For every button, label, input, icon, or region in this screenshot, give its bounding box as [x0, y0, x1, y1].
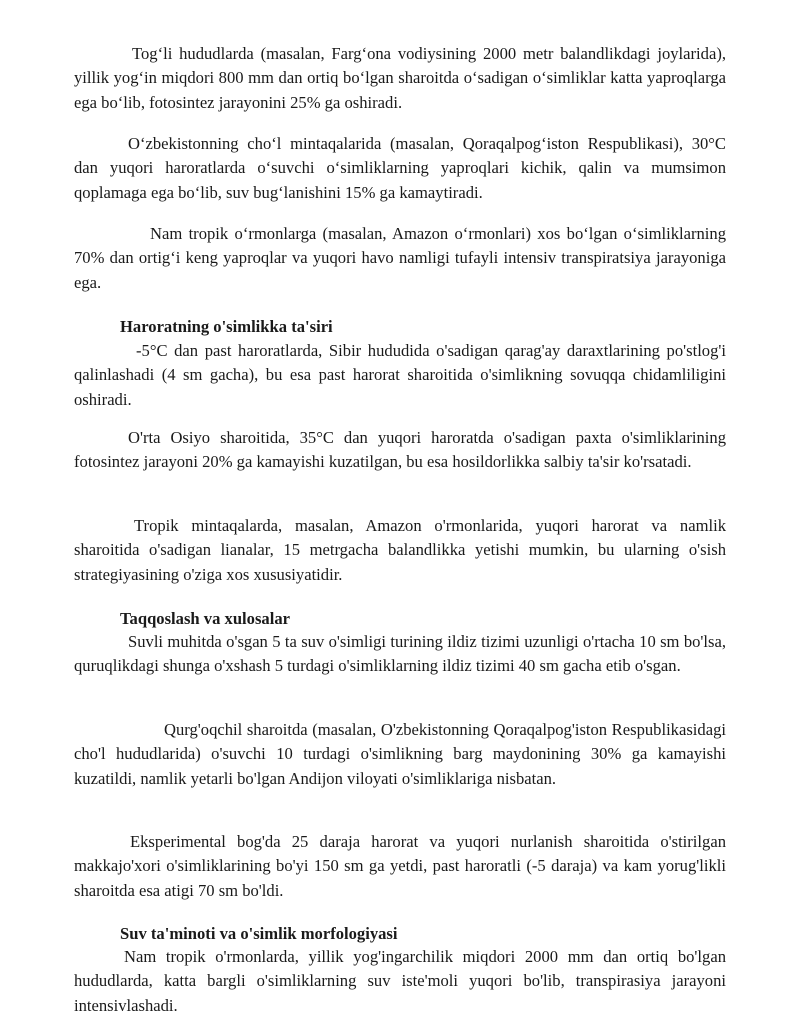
paragraph-experimental-corn: Eksperimental bog'da 25 daraja harorat va yuqori nurlanish sharoitida o'stirilgan makkajo'xori o'simliklarining bo'yi 150 sm ga yetdi, past haroratli (-5 daraja) va kam yorug'likli sharoitda esa atigi 70 sm bo'ldi. [74, 832, 726, 900]
paragraph-tropical-forests: Nam tropik o‘rmonlarga (masalan, Amazon o‘rmonlari) xos bo‘lgan o‘simliklarning 70% dan ortig‘i keng yaproqlar va yuqori havo namligi tufayli intensiv transpiratsiya jarayoniga ega. [74, 224, 726, 292]
paragraph-siberian-pines: -5°C dan past haroratlarda, Sibir hududida o'sadigan qarag'ay daraxtlarining po'stlog'i qalinlashadi (4 sm gacha), bu esa past harorat sharoitida o'simlikning sovuqqa chidamliligini oshiradi. [74, 341, 726, 409]
paragraph-tropical-water-use: Nam tropik o'rmonlarda, yillik yog'ingarchilik miqdori 2000 mm dan ortiq bo'lgan hududlarda, katta bargli o'simliklarning suv iste'moli yuqori bo'lib, transpirasiya jarayoni intensivlashadi. [74, 947, 726, 1015]
paragraph-cotton-photosynthesis: O'rta Osiyo sharoitida, 35°C dan yuqori haroratda o'sadigan paxta o'simliklarining fotosintez jarayoni 20% ga kamayishi kuzatilgan, bu esa hosildorlikka salbiy ta'sir ko'rsatadi. [74, 428, 726, 472]
section-heading-comparison: Taqqoslash va xulosalar [120, 609, 290, 628]
section-heading-water-supply: Suv ta'minoti va o'simlik morfologiyasi [120, 924, 398, 943]
paragraph-tropical-lianas: Tropik mintaqalarda, masalan, Amazon o'rmonlarida, yuqori harorat va namlik sharoitida o'sadigan lianalar, 15 metrgacha balandlikka yetishi mumkin, bu ularning o'sish strategiyasining o'ziga xos xususiyatidir. [74, 516, 726, 584]
paragraph-desert-plants: O‘zbekistonning cho‘l mintaqalarida (masalan, Qoraqalpog‘iston Respublikasi), 30°C dan yuqori haroratlarda o‘suvchi o‘simliklarning yaproqlari kichik, qalin va mumsimon qoplamaga ega bo‘lib, suv bug‘lanishini 15% ga kamaytiradi. [74, 134, 726, 202]
paragraph-mountain-plants: Tog‘li hududlarda (masalan, Farg‘ona vodiysining 2000 metr balandlikdagi joylarida), yillik yog‘in miqdori 800 mm dan ortiq bo‘lgan sharoitda o‘sadigan o‘simliklar katta yaproqlarga ega bo‘lib, fotosintez jarayonini 25% ga oshiradi. [74, 44, 726, 112]
paragraph-arid-leaf-area: Qurg'oqchil sharoitda (masalan, O'zbekistonning Qoraqalpog'iston Respublikasidagi cho'l hududlarida) o'suvchi 10 turdagi o'simlikning barg maydonining 30% ga kamayishi kuzatildi, namlik yetarli bo'lgan Andijon viloyati o'simliklariga nisbatan. [74, 720, 726, 788]
section-heading-temperature: Haroratning o'simlikka ta'siri [120, 317, 333, 336]
paragraph-root-systems: Suvli muhitda o'sgan 5 ta suv o'simligi turining ildiz tizimi uzunligi o'rtacha 10 sm bo'lsa, quruqlikdagi shunga o'xshash 5 turdagi o'simliklarning ildiz tizimi 40 sm gacha etib o'sgan. [74, 632, 726, 676]
